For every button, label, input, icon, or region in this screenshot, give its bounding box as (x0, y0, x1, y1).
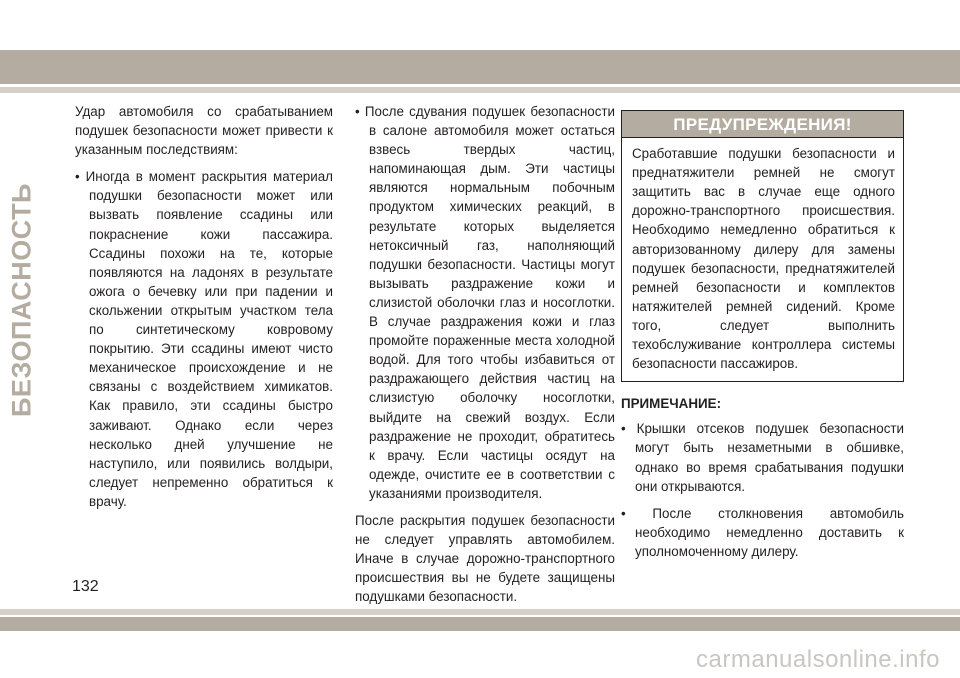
page-number: 132 (72, 578, 99, 595)
footer-band (0, 617, 960, 631)
note-title: ПРИМЕЧАНИЕ: (621, 396, 722, 412)
warning-title: ПРЕДУПРЕЖДЕНИЯ! (622, 111, 903, 138)
note-bullet-dealer: • После столкновения автомобиль необходимо немедленно доставить к уполномоченному дилеру. (621, 505, 904, 559)
top-margin (0, 0, 960, 50)
note-bullet-covers: • Крышки отсеков подушек безопасности могут быть незаметными в обшивке, однако во время срабатывания подушки они открываются. (621, 421, 904, 494)
section-side-label: БЕЗОПАСНОСТЬ (6, 183, 37, 417)
header-band (0, 50, 960, 84)
intro-paragraph: Удар автомобиля со срабатыванием подушек безопасности может привести к указанным последствиям: (75, 104, 333, 158)
warning-text: Сработавшие подушки безопасности и преднатяжители ремней не смогут защитить вас в случае еще одного дорожно-транспортного происшествия. Необходимо немедленно обратиться к авторизованному дилеру для замены подушек безопасности, преднатяжителей ремней безопасности и комплектов натяжителей ремней сидений. Кроме того, следует выполнить техобслуживание контроллера системы безопасности пассажиров. (632, 146, 895, 372)
footer-rule (0, 609, 960, 615)
watermark: carmanualsonline.info (696, 646, 940, 673)
column-middle (355, 102, 615, 614)
header-rule (0, 87, 960, 93)
column-left (75, 102, 333, 519)
column-right (621, 110, 904, 569)
bullet-abrasions: • Иногда в момент раскрытия материал подушки безопасности может или вызвать появление ссадины или покраснение кожи пассажира. Ссадины похожи на те, которые появляются на ладонях в результате ожога о бечевку или при падении и скольжении открытым участком тела по синтетическому ковровому покрытию. Эти ссадины имеют чисто механическое происхождение и не связаны с воздействием химикатов. Как правило, эти ссадины быстро заживают. Однако если через несколько дней улучшение не наступило, или появились волдыри, следует непременно обратиться к врачу. (75, 169, 333, 509)
do-not-drive-paragraph: После раскрытия подушек безопасности не следует управлять автомобилем. Иначе в случае дорожно-транспортного происшествия вы не будете защищены подушками безопасности. (355, 512, 615, 605)
warning-box (621, 110, 904, 382)
bullet-particles: • После сдувания подушек безопасности в салоне автомобиля может остаться взвесь твердых частиц, напоминающая дым. Эти частицы являются нормальным побочным продуктом химических реакций, в результате которых выделяется нетоксичный газ, наполняющий подушки безопасности. Частицы могут вызывать раздражение кожи и слизистой оболочки глаз и носоглотки. В случае раздражения кожи и глаз промойте пораженные места холодной водой. Для того чтобы избавиться от раздражающего действия частиц на слизистую оболочку носоглотки, выйдите на свежий воздух. Если раздражение не проходит, обратитесь к врачу. Если частицы осядут на одежде, очистите ее в соответствии с указаниями производителя. (355, 104, 615, 501)
